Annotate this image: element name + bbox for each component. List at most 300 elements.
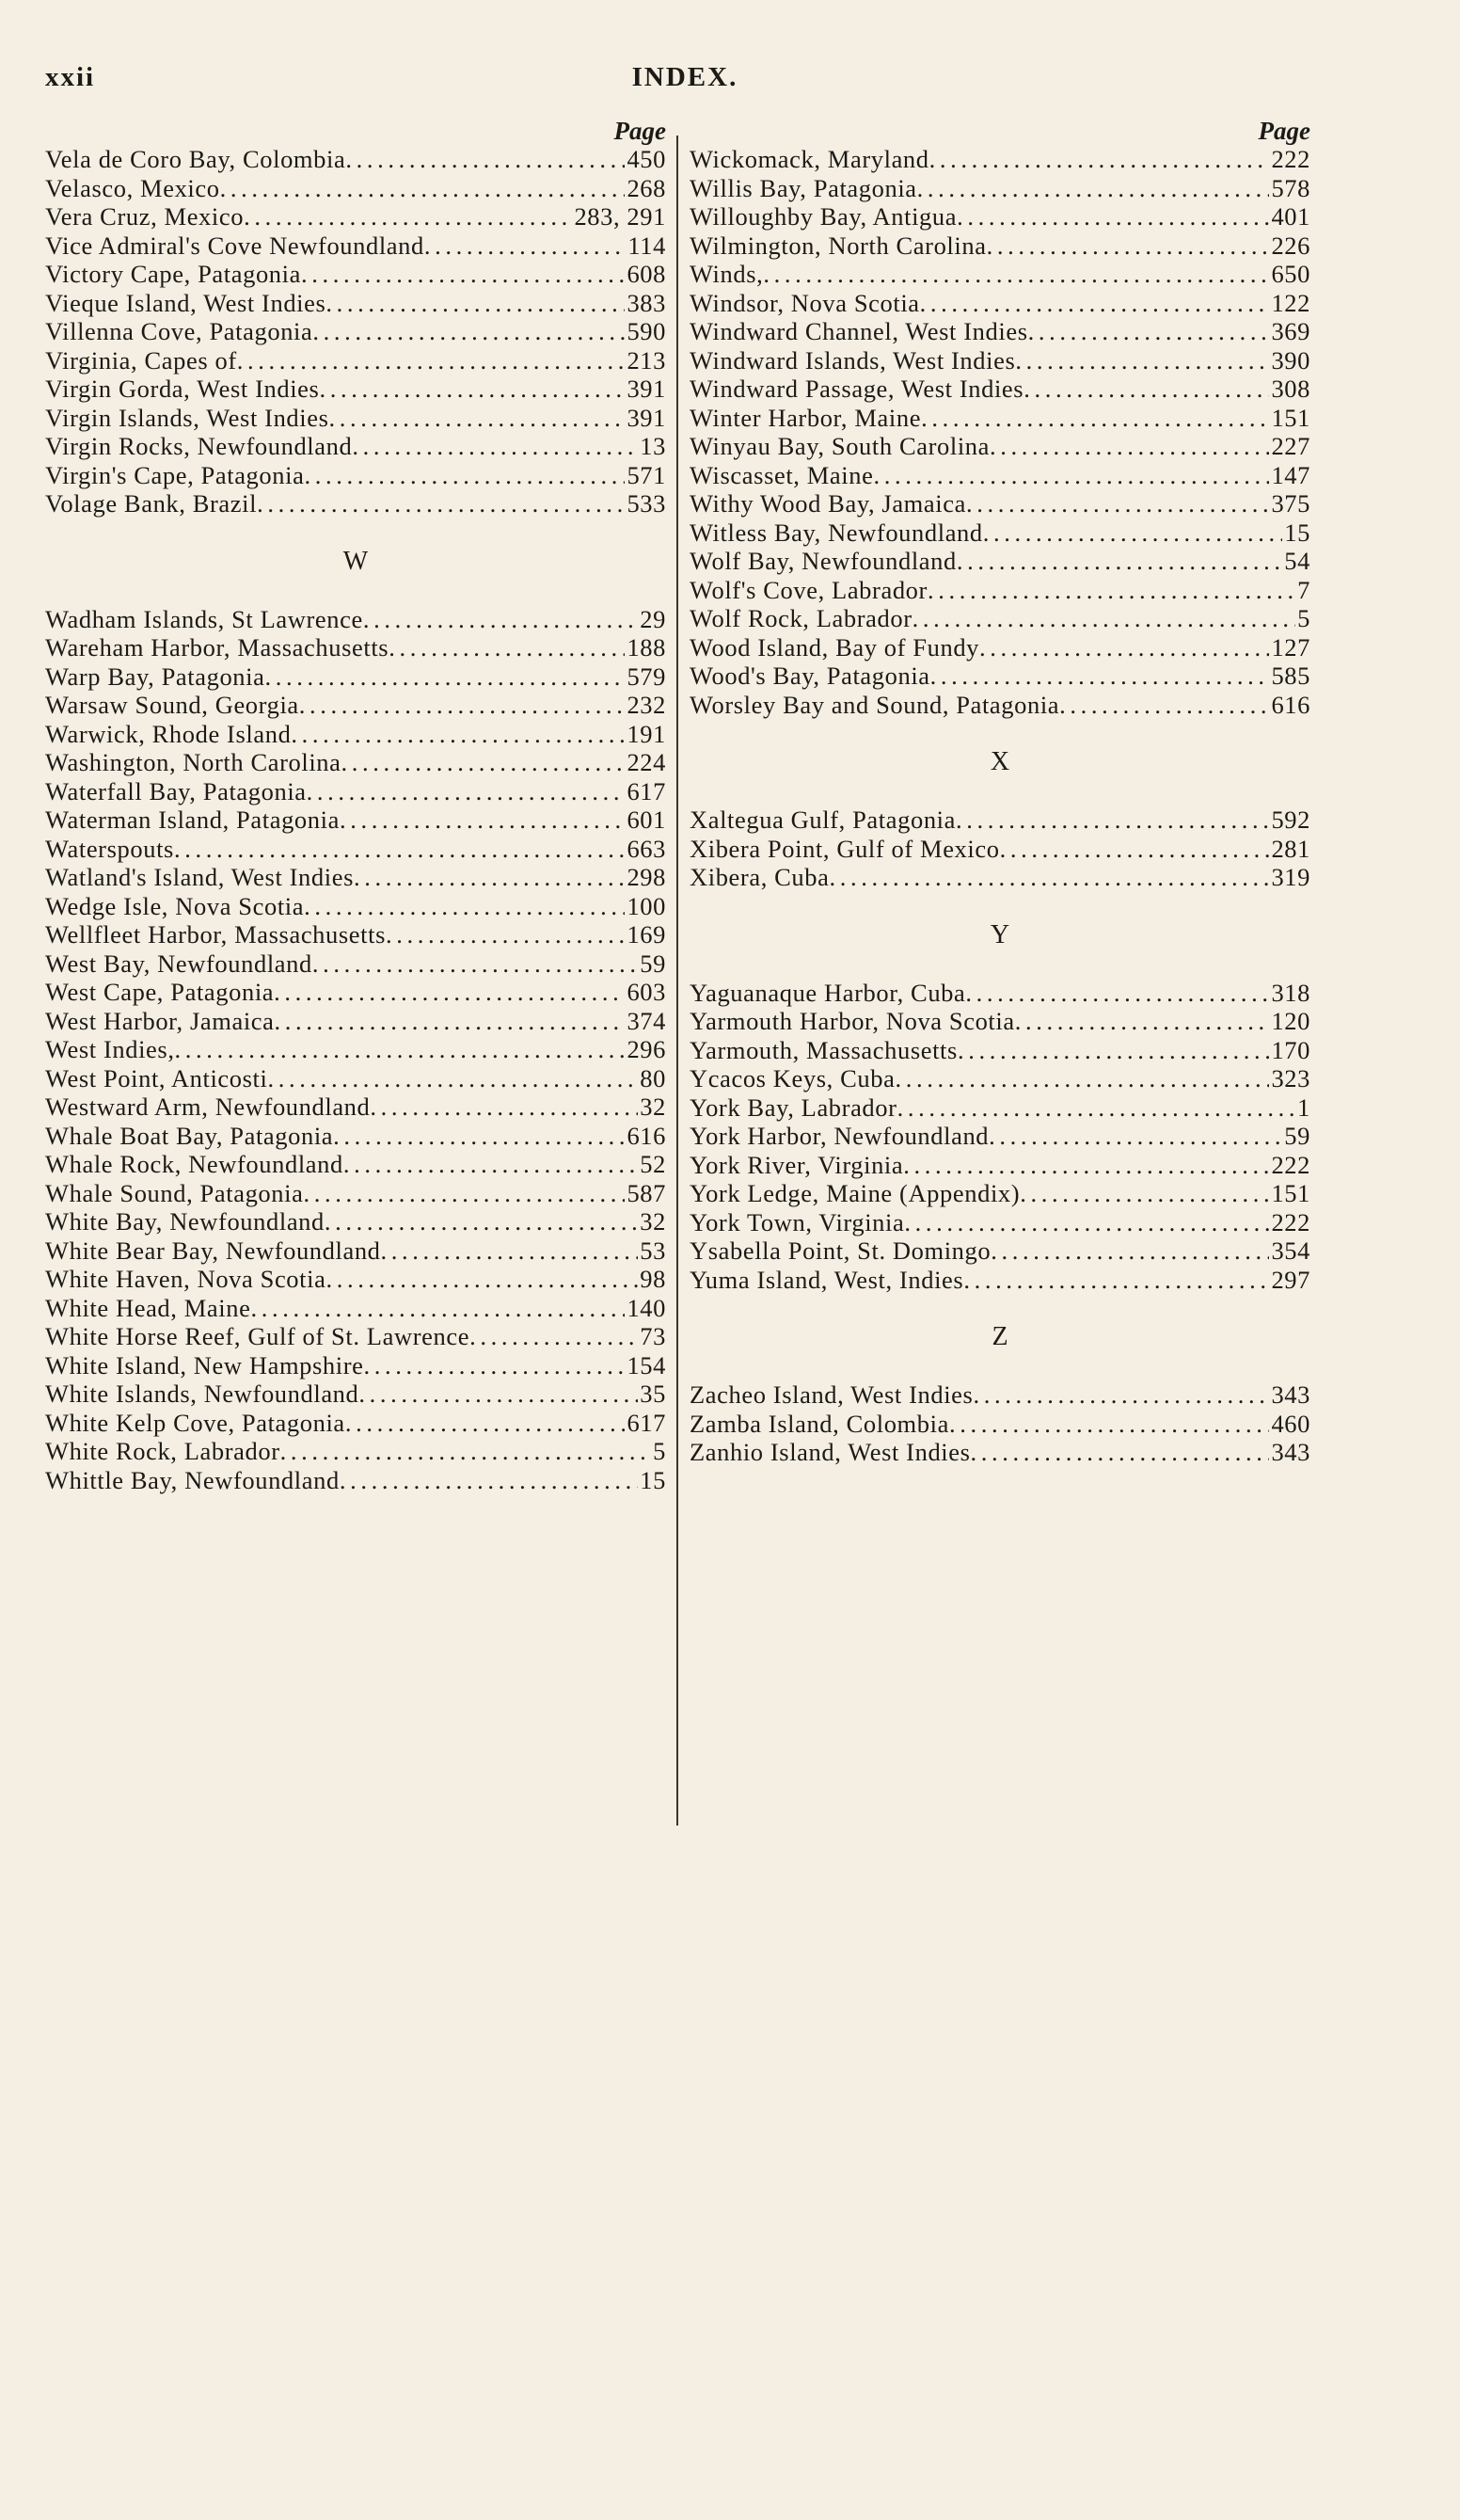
entry-name: Warp Bay, Patagonia [45,662,265,691]
dot-leader [319,375,625,404]
index-entry [45,1122,666,1151]
entry-name: Wood Island, Bay of Fundy [690,632,980,662]
index-entry [45,1093,666,1122]
dot-leader [250,1294,625,1323]
entry-name: Washington, North Carolina [45,748,341,776]
page-header [45,62,1325,100]
entry-name: Willoughby Bay, Antigua [690,202,958,231]
entry-page: 297 [1271,1265,1310,1294]
index-entry [45,605,666,634]
index-entry [45,231,666,261]
index-entry [45,1064,666,1093]
entry-name: Virgin Gorda, West Indies [45,375,320,403]
dot-leader [958,1036,1270,1065]
dot-leader [325,1265,638,1294]
dot-leader [1000,835,1270,864]
index-entry [690,576,1310,605]
index-entry [690,404,1310,433]
index-entry [45,662,666,692]
entry-name: Yuma Island, West, Indies [690,1265,964,1294]
dot-leader [895,1064,1269,1093]
index-entry [45,404,666,433]
dot-leader [1015,346,1269,375]
entry-page: 308 [1271,375,1310,403]
dot-leader [325,289,625,318]
entry-page: 603 [627,978,666,1006]
index-entry [690,518,1310,548]
index-entry [45,1351,666,1380]
dot-leader [469,1322,638,1351]
entry-page: 222 [1271,1150,1310,1179]
entry-page: 151 [1271,403,1310,432]
entry-name: Wellfleet Harbor, Massachusetts [45,920,386,949]
entry-page: 401 [1271,202,1310,231]
entry-name: West Cape, Patagonia [45,978,275,1006]
index-entry [690,1208,1310,1237]
entry-page: 15 [1284,518,1310,547]
entry-name: West Indies, [45,1035,175,1063]
index-entry [690,346,1310,375]
entry-name: Wood's Bay, Patagonia [690,662,930,690]
dot-leader [325,1207,638,1236]
dot-leader [930,662,1270,691]
entry-page: 1 [1297,1093,1310,1122]
dot-leader [267,1064,638,1093]
dot-leader [1059,691,1269,720]
index-entry [45,691,666,720]
entry-name: Villenna Cove, Patagonia [45,317,313,345]
dot-leader [363,605,638,634]
entry-name: Windward Islands, West Indies [690,345,1016,375]
entry-page: 32 [640,1093,666,1121]
entry-page: 122 [1271,288,1310,317]
index-entry [45,145,666,174]
dot-leader [333,1122,625,1151]
dot-leader [971,1438,1270,1467]
entry-name: West Point, Anticosti [45,1063,268,1093]
entry-name: Warsaw Sound, Georgia [45,691,299,719]
index-entry [690,231,1310,261]
dot-leader [973,1380,1269,1410]
dot-leader [280,1437,651,1466]
dot-leader [174,835,625,864]
entry-name: Watland's Island, West Indies [45,863,354,891]
index-entry [45,289,666,318]
entry-page: 608 [627,260,666,288]
dot-leader [983,518,1283,548]
entry-page: 191 [627,719,666,748]
index-entry [45,1150,666,1179]
entry-name: Whale Rock, Newfoundland [45,1150,343,1178]
dot-leader [897,1093,1296,1123]
entry-page: 375 [1271,489,1310,518]
entry-name: White Bay, Newfoundland [45,1207,325,1236]
entry-name: Xibera Point, Gulf of Mexico [690,834,1000,863]
index-entry [690,835,1310,864]
entry-page: 383 [627,288,666,317]
entry-page: 650 [1271,260,1310,288]
entry-page: 154 [627,1350,666,1380]
index-entry [45,978,666,1007]
index-entry [690,1036,1310,1065]
index-entry [45,260,666,289]
entry-page: 343 [1271,1380,1310,1409]
entry-page: 318 [1271,978,1310,1007]
dot-leader [1020,1179,1269,1208]
index-entry [690,1179,1310,1208]
entry-name: York Harbor, Newfoundland [690,1122,990,1150]
entry-name: Velasco, Mexico [45,173,220,202]
entry-page: 170 [1271,1035,1310,1064]
entry-page: 127 [1271,632,1310,662]
dot-leader [990,432,1269,461]
index-entry [690,1064,1310,1093]
index-entry [45,1409,666,1438]
dot-leader [343,1150,638,1179]
entry-name: Winyau Bay, South Carolina [690,432,990,460]
entry-name: White Head, Maine [45,1293,251,1322]
dot-leader [340,805,625,835]
entry-name: Wickomack, Maryland [690,145,929,173]
entry-page: 120 [1271,1007,1310,1035]
index-entry [690,979,1310,1008]
dot-leader [303,1179,625,1208]
entry-name: Windsor, Nova Scotia [690,288,920,317]
entry-page: 298 [627,863,666,891]
index-entry [45,1035,666,1064]
entry-page: 374 [627,1006,666,1035]
entry-page: 354 [1271,1236,1310,1265]
entry-name: Vela de Coro Bay, Colombia [45,145,346,173]
entry-name: Wilmington, North Carolina [690,231,987,260]
dot-leader [920,289,1270,318]
entry-page: 533 [627,489,666,518]
entry-page: 268 [627,173,666,202]
entry-page: 617 [627,1408,666,1437]
index-entry [690,1007,1310,1036]
entry-page: 319 [1271,863,1310,891]
dot-leader [963,1266,1269,1295]
entry-name: Winds, [690,260,764,288]
dot-leader [304,461,625,490]
dot-leader [873,461,1269,490]
entry-name: Wolf Rock, Labrador [690,604,912,632]
dot-leader [244,202,572,231]
index-entry [45,317,666,346]
entry-name: White Kelp Cove, Patagonia [45,1408,345,1437]
dot-leader [389,633,625,662]
index-entry [690,863,1310,892]
page-number: xxii [45,62,96,92]
dot-leader [364,1351,626,1380]
index-entry [45,375,666,404]
dot-leader [307,777,626,806]
entry-page: 151 [1271,1179,1310,1207]
entry-page: 585 [1271,662,1310,690]
entry-name: Ycacos Keys, Cuba [690,1064,896,1093]
index-entry [45,920,666,949]
entry-name: Waterfall Bay, Patagonia [45,776,307,805]
entry-page: 59 [1284,1122,1310,1150]
index-entry [690,145,1310,174]
entry-page: 226 [1271,231,1310,260]
dot-leader [912,604,1295,633]
dot-leader [987,231,1270,261]
entry-page: 98 [640,1265,666,1293]
entry-name: Xibera, Cuba [690,863,830,891]
entry-name: Willis Bay, Patagonia [690,173,917,202]
dot-leader [264,662,625,692]
index-entry [45,432,666,461]
entry-page: 323 [1271,1064,1310,1093]
entry-name: White Haven, Nova Scotia [45,1265,326,1293]
entry-name: Virgin Islands, West Indies [45,403,329,432]
index-entry [690,375,1310,404]
entry-name: Winter Harbor, Maine [690,403,922,432]
entry-page: 579 [627,662,666,691]
entry-name: York Bay, Labrador [690,1093,897,1122]
dot-leader [299,691,626,720]
letter-heading-z: Z [992,1322,1008,1351]
dot-leader [237,346,626,375]
entry-name: Wadham Islands, St Lawrence [45,604,363,633]
index-entry [45,633,666,662]
entry-name: Whale Boat Bay, Patagonia [45,1121,334,1150]
dot-leader [966,489,1269,518]
entry-page: 114 [627,231,666,260]
index-entry [690,461,1310,490]
entry-name: Whale Sound, Patagonia [45,1178,304,1207]
entry-page: 616 [1271,690,1310,719]
index-entry [45,1236,666,1266]
index-entry [45,835,666,864]
dot-leader [424,231,627,261]
index-entry [45,1322,666,1351]
index-entry [45,863,666,892]
dot-leader [1015,1007,1270,1036]
entry-page: 663 [627,834,666,863]
entry-name: York Town, Virginia [690,1207,905,1236]
entry-name: Whittle Bay, Newfoundland [45,1465,340,1494]
letter-heading-w: W [342,546,369,576]
entry-page: 617 [627,776,666,805]
index-entry [690,1266,1310,1295]
entry-name: Wolf's Cove, Labrador [690,575,928,604]
index-entry [45,1207,666,1236]
entry-name: West Bay, Newfoundland [45,949,312,978]
index-entry [45,777,666,806]
entry-page: 232 [627,691,666,719]
entry-name: Zamba Island, Colombia [690,1409,949,1438]
entry-page: 616 [627,1121,666,1150]
index-entry [690,1122,1310,1151]
entry-name: Ysabella Point, St. Domingo [690,1236,992,1265]
entry-page: 283, 291 [574,202,666,231]
dot-leader [903,1151,1269,1180]
entry-page: 578 [1271,173,1310,202]
dot-leader [329,404,626,433]
entry-name: Withy Wood Bay, Jamaica [690,489,966,518]
dot-leader [312,949,638,979]
dot-leader [830,863,1270,892]
entry-name: Wolf Bay, Newfoundland [690,547,957,575]
index-entry [690,805,1310,835]
entry-name: Virgin's Cape, Patagonia [45,460,305,489]
index-entry [45,489,666,518]
dot-leader [340,1466,638,1495]
entry-page: 391 [627,403,666,432]
page-column-heading: Page [613,117,666,145]
index-entry [45,346,666,375]
entry-name: West Harbor, Jamaica [45,1006,275,1035]
entry-name: Yarmouth Harbor, Nova Scotia [690,1007,1015,1035]
entry-page: 460 [1271,1409,1310,1438]
index-entry [690,317,1310,346]
dot-leader [965,979,1269,1008]
index-entry [690,289,1310,318]
index-entry [45,720,666,749]
dot-leader [175,1035,626,1064]
dot-leader [291,720,625,749]
left-column [45,117,666,1494]
entry-name: White Island, New Hampshire [45,1350,364,1380]
entry-page: 224 [627,748,666,776]
dot-leader [220,174,626,203]
dot-leader [957,547,1282,576]
entry-page: 222 [1271,145,1310,173]
dot-leader [381,1236,639,1266]
entry-name: Witless Bay, Newfoundland [690,518,983,547]
entry-page: 29 [640,604,666,633]
entry-name: Windward Passage, West Indies [690,375,1024,403]
dot-leader [1024,375,1269,404]
right-column [690,117,1310,1467]
entry-name: Vieque Island, West Indies [45,288,326,317]
index-entry [690,260,1310,289]
index-entry [45,1294,666,1323]
entry-page: 32 [640,1207,666,1236]
entry-page: 169 [627,920,666,949]
dot-leader [304,892,625,921]
entry-page: 281 [1271,834,1310,863]
entry-name: York Ledge, Maine (Appendix) [690,1179,1021,1207]
index-entry [45,1466,666,1495]
dot-leader [386,920,625,949]
index-entry [690,432,1310,461]
entry-page: 54 [1284,547,1310,575]
index-entry [690,1410,1310,1439]
entry-name: Vice Admiral's Cove Newfoundland [45,231,424,260]
dot-leader [1028,317,1270,346]
index-entry [45,1265,666,1294]
entry-page: 592 [1271,805,1310,834]
entry-page: 601 [627,805,666,834]
dot-leader [257,489,625,518]
dot-leader [956,805,1269,835]
entry-name: Virginia, Capes of [45,345,237,375]
index-entry [690,662,1310,691]
letter-heading-y: Y [990,919,1010,949]
entry-page: 5 [1297,604,1310,632]
entry-name: Wedge Isle, Nova Scotia [45,891,305,920]
entry-name: White Bear Bay, Newfoundland [45,1236,381,1265]
dot-leader [957,202,1269,231]
entry-name: Yarmouth, Massachusetts [690,1035,958,1064]
entry-name: Worsley Bay and Sound, Patagonia [690,690,1060,719]
entry-page: 73 [640,1322,666,1350]
index-entry [45,174,666,203]
entry-name: Yaguanaque Harbor, Cuba [690,978,966,1007]
entry-page: 227 [1271,432,1310,460]
index-entry [690,1151,1310,1180]
dot-leader [301,260,625,289]
index-entry [690,1236,1310,1266]
entry-name: Victory Cape, Patagonia [45,260,301,288]
dot-leader [928,576,1295,605]
entry-page: 590 [627,317,666,345]
dot-leader [989,1122,1282,1151]
index-entry [690,547,1310,576]
entry-page: 390 [1271,345,1310,375]
entry-name: Vera Cruz, Mexico [45,202,245,231]
entry-page: 35 [640,1380,666,1408]
entry-page: 147 [1271,460,1310,489]
dot-leader [979,633,1269,662]
entry-page: 213 [627,345,666,375]
dot-leader [345,1409,626,1438]
entry-name: York River, Virginia [690,1150,904,1179]
entry-page: 587 [627,1178,666,1207]
index-entry [45,892,666,921]
entry-page: 188 [627,633,666,662]
dot-leader [949,1410,1270,1439]
index-entry [45,949,666,979]
entry-page: 450 [627,145,666,173]
entry-name: Waterspouts [45,834,174,863]
entry-page: 5 [653,1437,666,1465]
index-entry [690,691,1310,720]
index-entry [690,604,1310,633]
entry-name: Wareham Harbor, Massachusetts [45,633,389,662]
dot-leader [917,174,1270,203]
page-column-heading: Page [1258,117,1310,145]
index-entry [45,461,666,490]
entry-page: 391 [627,375,666,403]
dot-leader [929,145,1270,174]
index-entry [690,489,1310,518]
entry-name: Wiscasset, Maine [690,460,874,489]
entry-page: 369 [1271,317,1310,345]
letter-heading-x: X [990,747,1010,776]
entry-name: Volage Bank, Brazil [45,489,258,518]
entry-name: Virgin Rocks, Newfoundland [45,432,353,460]
dot-leader [763,260,1269,289]
index-entry [690,174,1310,203]
dot-leader [275,1007,626,1036]
entry-page: 52 [640,1150,666,1178]
index-entry [45,202,666,231]
dot-leader [345,145,625,174]
entry-name: Zacheo Island, West Indies [690,1380,974,1409]
index-entry [690,633,1310,662]
entry-page: 296 [627,1035,666,1063]
entry-name: Xaltegua Gulf, Patagonia [690,805,956,834]
running-title: INDEX. [631,62,738,92]
entry-page: 140 [627,1293,666,1322]
dot-leader [904,1208,1269,1237]
dot-leader [354,863,625,892]
entry-page: 59 [640,949,666,978]
